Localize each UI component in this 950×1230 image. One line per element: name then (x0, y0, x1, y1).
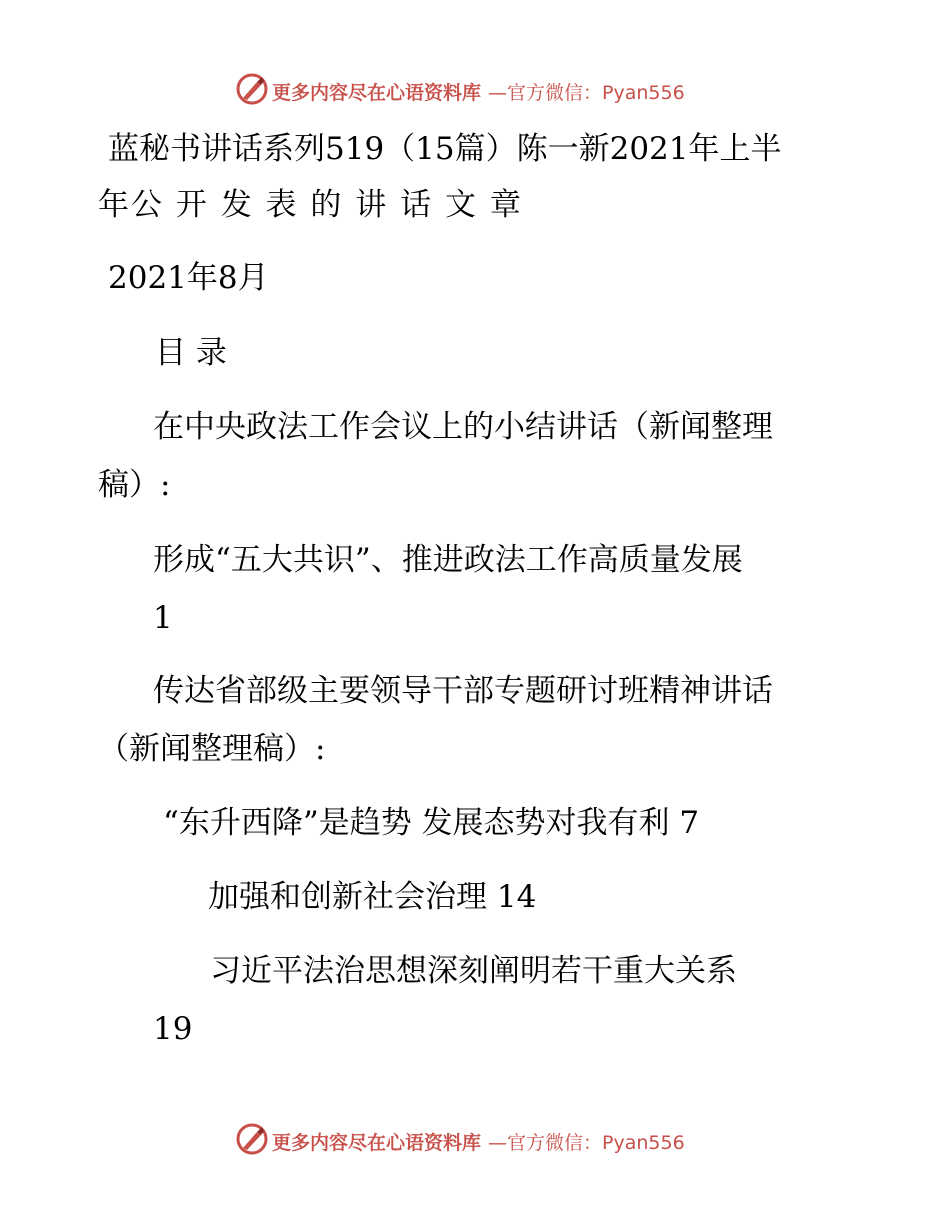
toc-line: 稿）: (98, 467, 171, 503)
document-date: 2021年8月 (108, 260, 269, 296)
document-title-line1: 蓝秘书讲话系列519（15篇）陈一新2021年上半 (108, 131, 782, 167)
toc-line: 传达省部级主要领导干部专题研讨班精神讲话 (153, 673, 773, 709)
watermark-banner-bottom (0, 1120, 950, 1160)
watermark-wechat-text: —官方微信：Pyan556 (488, 82, 685, 104)
toc-heading: 目 录 (155, 335, 227, 371)
watermark-wechat-text: —官方微信：Pyan556 (488, 1132, 685, 1154)
toc-line: （新闻整理稿）: (98, 731, 326, 767)
watermark-site-text: 更多内容尽在心语资料库 (272, 1132, 482, 1154)
toc-line: 在中央政法工作会议上的小结讲话（新闻整理 (153, 409, 773, 445)
pen-logo-icon (235, 72, 269, 106)
watermark-site-text: 更多内容尽在心语资料库 (272, 82, 482, 104)
watermark-banner-top (0, 70, 950, 110)
toc-line: 习近平法治思想深刻阐明若干重大关系 (210, 953, 737, 989)
toc-line: 1 (153, 600, 173, 636)
toc-line: “东升西降”是趋势 发展态势对我有利 7 (163, 805, 700, 841)
toc-line: 19 (153, 1011, 193, 1047)
pen-logo-icon (235, 1122, 269, 1156)
document-title-line2: 年公 开 发 表 的 讲 话 文 章 (98, 187, 523, 223)
toc-line: 形成“五大共识”、推进政法工作高质量发展 (153, 542, 743, 578)
toc-line: 加强和创新社会治理 14 (208, 879, 537, 915)
